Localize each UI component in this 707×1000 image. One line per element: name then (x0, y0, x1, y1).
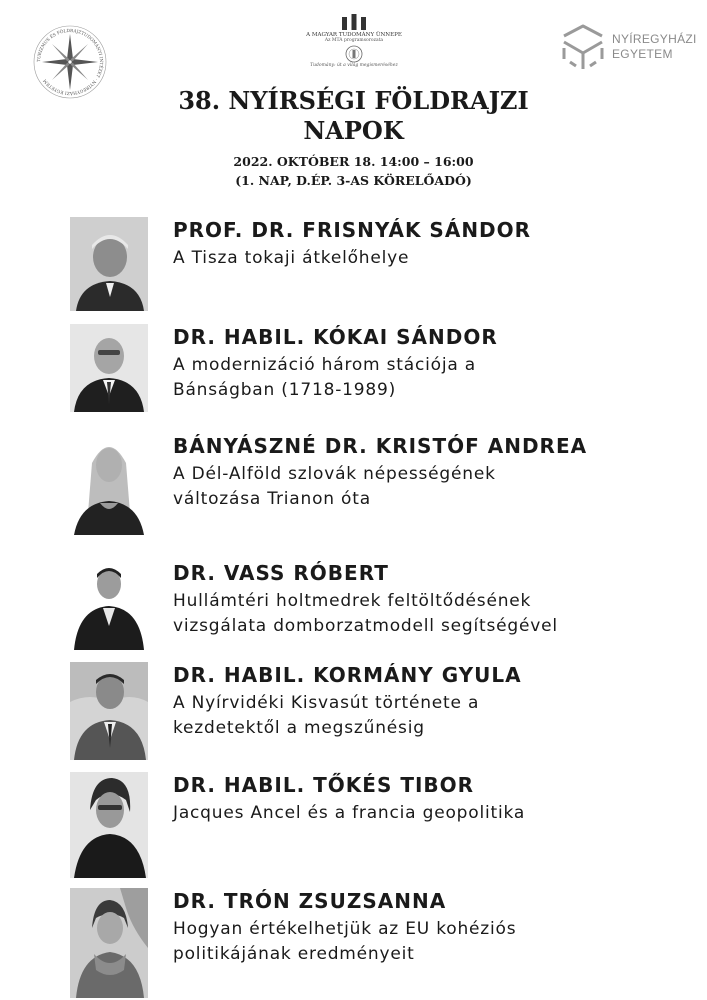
speaker-photo (70, 560, 148, 650)
event-details (0, 152, 707, 190)
university-name: NYÍREGYHÁZI EGYETEM (612, 32, 697, 61)
speaker-topic: Hogyan értékelhetjük az EU kohéziós politikájának eredményeit (173, 919, 517, 964)
event-date: 2022. OKTÓBER 18. 14:00 – 16:00 (233, 154, 474, 169)
festival-title: A MAGYAR TUDOMÁNY ÜNNEPE (306, 32, 402, 38)
festival-motto: Tudomány: út a világ megismeréséhez (310, 63, 398, 68)
speaker-name: DR. HABIL. KÓKAI SÁNDOR (173, 325, 498, 349)
person-portrait-icon (70, 662, 148, 760)
person-portrait-icon (70, 888, 148, 998)
science-festival-logo (300, 14, 408, 84)
person-portrait-icon (70, 433, 148, 535)
speaker-topic: A modernizáció három stációja a Bánságban (1718-1989) (173, 355, 476, 400)
speaker-name: DR. HABIL. TŐKÉS TIBOR (173, 773, 475, 797)
event-location: (1. NAP, D.ÉP. 3-AS KÖRELŐADÓ) (235, 173, 472, 188)
page-title (0, 86, 707, 146)
pillars-icon (341, 14, 367, 30)
speaker-name: PROF. DR. FRISNYÁK SÁNDOR (173, 218, 532, 242)
cube-icon (560, 22, 606, 72)
speaker-topic: Hullámtéri holtmedrek feltöltődésének vizsgálata domborzatmodell segítségével (173, 591, 558, 636)
speaker-topic: A Nyírvidéki Kisvasút története a kezdetektől a megszűnésig (173, 693, 480, 738)
seal-icon (345, 45, 363, 63)
speaker-photo (70, 324, 148, 412)
speaker-name: DR. VASS RÓBERT (173, 561, 389, 585)
person-portrait-icon (70, 324, 148, 412)
institute-ring-text: TURIZMUS ÉS FÖLDRAJZTUDOMÁNYI INTÉZET · NYÍREGYHÁZI EGYETEM (36, 28, 104, 96)
speaker-photo (70, 888, 148, 998)
speaker-name: DR. TRÓN ZSUZSANNA (173, 889, 447, 913)
speaker-topic: A Tisza tokaji átkelőhelye (173, 248, 410, 268)
speaker-photo (70, 217, 148, 311)
speaker-photo (70, 433, 148, 535)
title-line-2: NAPOK (303, 116, 404, 145)
speaker-topic: Jacques Ancel és a francia geopolitika (173, 803, 526, 823)
person-portrait-icon (70, 560, 148, 650)
person-portrait-icon (70, 217, 148, 311)
speaker-photo (70, 772, 148, 878)
person-portrait-icon (70, 772, 148, 878)
festival-subtitle: Az MTA programsorozata (324, 38, 384, 43)
speaker-name: BÁNYÁSZNÉ DR. KRISTÓF ANDREA (173, 434, 588, 458)
university-logo (560, 22, 700, 72)
speaker-name: DR. HABIL. KORMÁNY GYULA (173, 663, 522, 687)
speaker-topic: A Dél-Alföld szlovák népességének változása Trianon óta (173, 464, 496, 509)
title-line-1: 38. NYÍRSÉGI FÖLDRAJZI (178, 86, 529, 115)
speaker-photo (70, 662, 148, 760)
